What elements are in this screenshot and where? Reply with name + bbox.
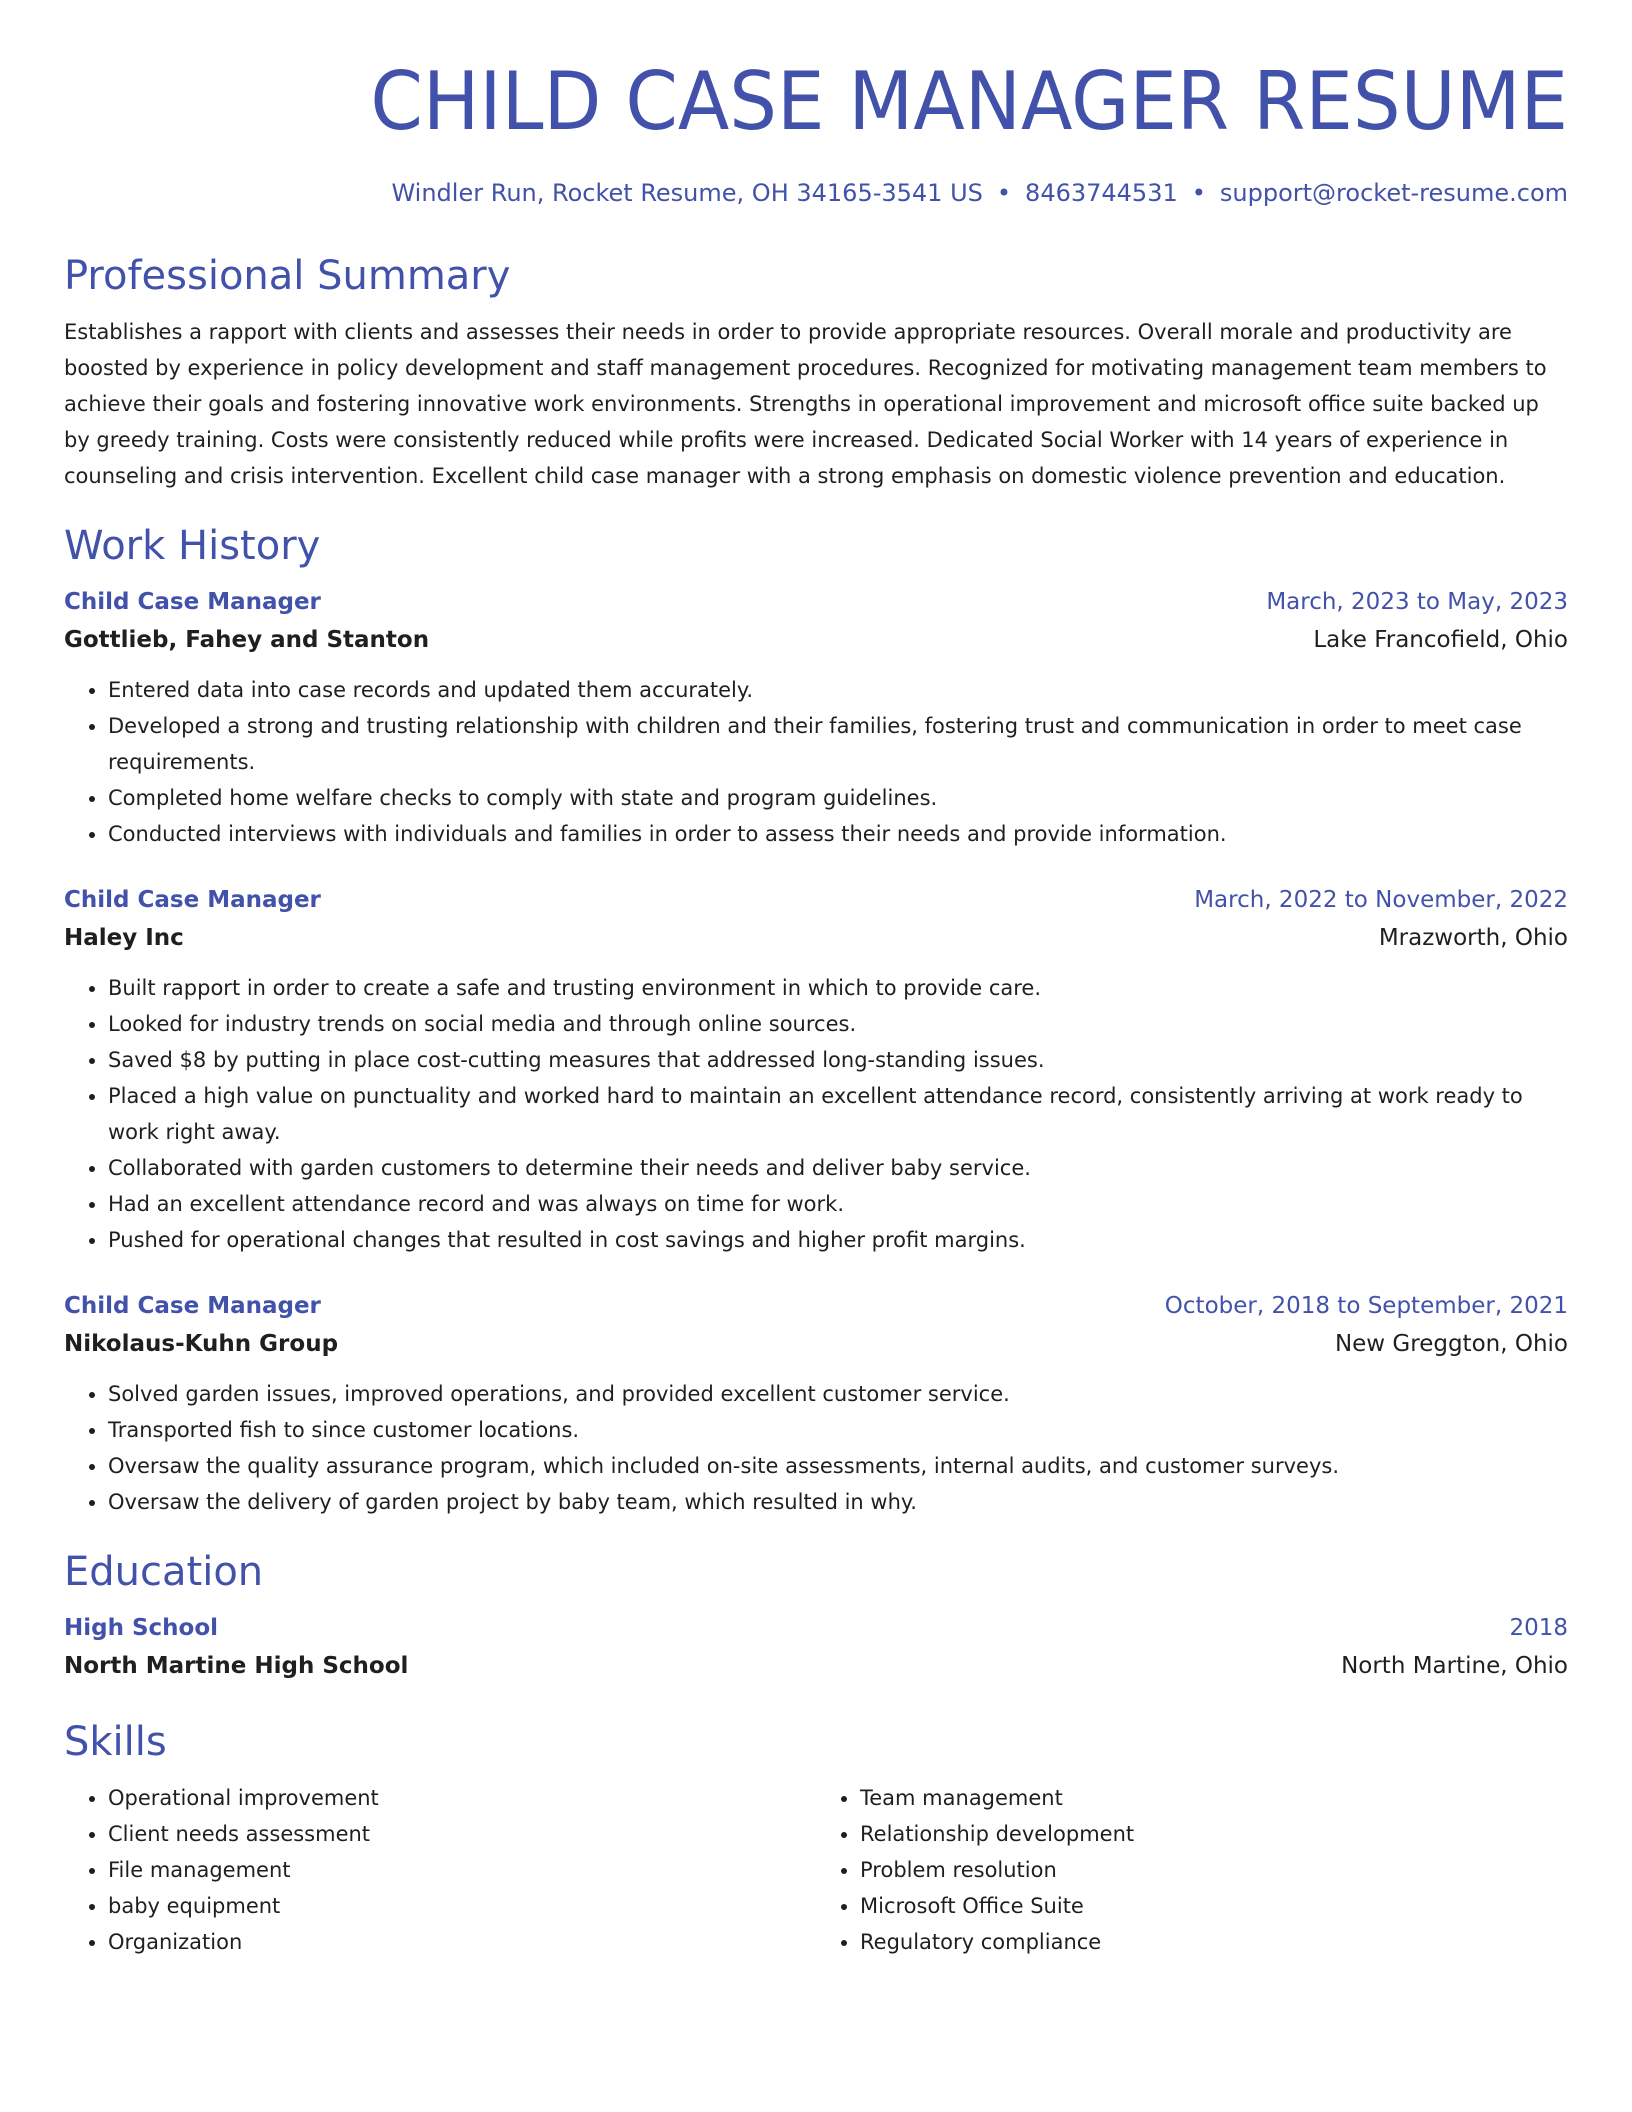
job-dates: March, 2022 to November, 2022 xyxy=(1194,887,1568,913)
job-bullet: • Developed a strong and trusting relationship with children and their families, fostering trust and communication in order to meet case requirements. xyxy=(108,708,1568,780)
job-bullet: • Completed home welfare checks to comply with state and program guidelines. xyxy=(108,780,1568,816)
contact-line xyxy=(64,176,1568,210)
job-employer: Gottlieb, Fahey and Stanton xyxy=(64,627,430,653)
summary-heading: Professional Summary xyxy=(64,253,511,299)
job-bullet: • Looked for industry trends on social media and through online sources. xyxy=(108,1006,1568,1042)
education-school: North Martine High School xyxy=(64,1653,409,1679)
contact-email[interactable]: support@rocket-resume.com xyxy=(1219,179,1568,207)
job-bullet: • Solved garden issues, improved operations, and provided excellent customer service. xyxy=(108,1376,1568,1412)
education-year: 2018 xyxy=(1509,1615,1568,1641)
job-bullet: • Conducted interviews with individuals and families in order to assess their needs and provide information. xyxy=(108,816,1568,852)
skills-column-left xyxy=(64,1780,816,1960)
job-bullet: • Collaborated with garden customers to determine their needs and deliver baby service. xyxy=(108,1150,1568,1186)
job-bullets xyxy=(64,1376,1568,1520)
skill-item: • Team management xyxy=(860,1780,1568,1816)
job-bullets xyxy=(64,970,1568,1258)
education-degree: High School xyxy=(64,1615,219,1641)
job-role: Child Case Manager xyxy=(64,887,321,913)
job-location: Mrazworth, Ohio xyxy=(1378,925,1568,951)
job-employer: Nikolaus-Kuhn Group xyxy=(64,1331,339,1357)
education-heading: Education xyxy=(64,1549,264,1595)
skill-item: • Problem resolution xyxy=(860,1852,1568,1888)
contact-separator: • xyxy=(996,179,1012,207)
skills-heading: Skills xyxy=(64,1719,167,1765)
skill-item: • Microsoft Office Suite xyxy=(860,1888,1568,1924)
job-bullet: • Built rapport in order to create a safe and trusting environment in which to provide care. xyxy=(108,970,1568,1006)
skill-item: • File management xyxy=(108,1852,816,1888)
job-role: Child Case Manager xyxy=(64,589,321,615)
skill-item: • Organization xyxy=(108,1924,816,1960)
job-location: Lake Francofield, Ohio xyxy=(1313,627,1568,653)
job-bullets xyxy=(64,672,1568,852)
summary-text: Establishes a rapport with clients and assesses their needs in order to provide appropriate resources. Overall morale and productivity are boosted by experience in policy development and staff management procedures. Recognized for motivating management team members to achieve their goals and fostering innovative work environments. Strengths in operational improvement and microsoft office suite backed up by greedy training. Costs were consistently reduced while profits were increased. Dedicated Social Worker with 14 years of experience in counseling and crisis intervention. Excellent child case manager with a strong emphasis on domestic violence prevention and education. xyxy=(64,320,1547,488)
job-entry xyxy=(64,584,1568,852)
job-employer: Haley Inc xyxy=(64,925,184,951)
skills-list xyxy=(64,1780,1568,1960)
job-bullet: • Placed a high value on punctuality and worked hard to maintain an excellent attendance record, consistently arriving at work ready to work right away. xyxy=(108,1078,1568,1150)
job-bullet: • Had an excellent attendance record and was always on time for work. xyxy=(108,1186,1568,1222)
job-bullet: • Oversaw the delivery of garden project by baby team, which resulted in why. xyxy=(108,1484,1568,1520)
job-location: New Greggton, Ohio xyxy=(1334,1331,1568,1357)
education-entry xyxy=(64,1610,1568,1686)
resume-page xyxy=(64,52,1568,1960)
job-dates: October, 2018 to September, 2021 xyxy=(1164,1293,1568,1319)
job-entry xyxy=(64,882,1568,1258)
job-bullet: • Oversaw the quality assurance program, which included on-site assessments, internal audits, and customer surveys. xyxy=(108,1448,1568,1484)
work-history-heading: Work History xyxy=(64,523,321,569)
job-bullet: • Transported fish to since customer locations. xyxy=(108,1412,1568,1448)
job-role: Child Case Manager xyxy=(64,1293,321,1319)
job-entry xyxy=(64,1288,1568,1520)
contact-phone: 8463744531 xyxy=(1025,179,1178,207)
contact-address: Windler Run, Rocket Resume, OH 34165-3541 US xyxy=(391,179,983,207)
job-dates: March, 2023 to May, 2023 xyxy=(1266,589,1568,615)
resume-title: CHILD CASE MANAGER RESUME xyxy=(370,55,1568,148)
skill-item: • Regulatory compliance xyxy=(860,1924,1568,1960)
contact-separator: • xyxy=(1191,179,1206,207)
job-bullet: • Saved $8 by putting in place cost-cutting measures that addressed long-standing issues. xyxy=(108,1042,1568,1078)
skill-item: • baby equipment xyxy=(108,1888,816,1924)
education-location: North Martine, Ohio xyxy=(1341,1653,1568,1679)
skill-item: • Relationship development xyxy=(860,1816,1568,1852)
job-bullet: • Pushed for operational changes that resulted in cost savings and higher profit margins. xyxy=(108,1222,1568,1258)
skills-column-right xyxy=(816,1780,1568,1960)
skill-item: • Client needs assessment xyxy=(108,1816,816,1852)
job-bullet: • Entered data into case records and updated them accurately. xyxy=(108,672,1568,708)
skill-item: • Operational improvement xyxy=(108,1780,816,1816)
